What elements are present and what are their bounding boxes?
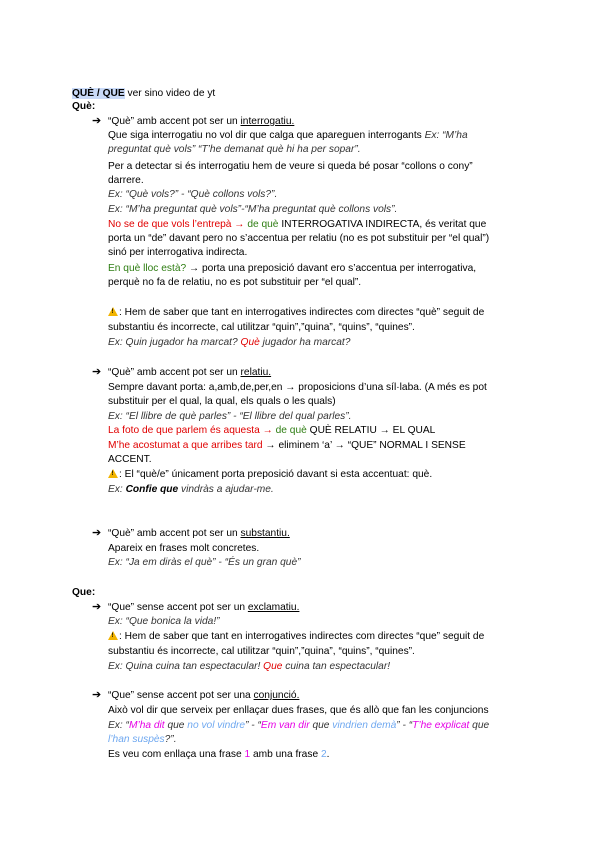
warning-icon — [108, 307, 118, 316]
b2-lead: “Què” amb accent pot ser un relatiu. — [108, 367, 272, 378]
b1-line4: Per a detectar si és interrogatiu hem de veure si queda bé posar “collons o cony” — [108, 161, 473, 172]
b4-kind: exclamatiu. — [247, 602, 300, 613]
b1-lead: “Què” amb accent pot ser un interrogatiu. — [108, 116, 295, 127]
b5-example: Ex: “M’ha dit que no vol vindre” - “Em van dir que vindrien demà” - “T’he explicat que — [108, 720, 490, 731]
warning-icon — [108, 469, 118, 478]
doc-title — [72, 87, 215, 100]
b4-lead: “Que” sense accent pot ser un exclamatiu. — [108, 602, 300, 613]
b2-line2: Sempre davant porta: a,amb,de,per,en → proposicions d’una síl·laba. (A més es pot — [108, 382, 487, 393]
b2-line3: substituir per el qual, la qual, els quals o les quals) — [108, 396, 336, 407]
b3-line2: Apareix en frases molt concretes. — [108, 543, 260, 554]
b2-line7: ACCENT. — [108, 454, 152, 465]
right-arrow-icon: ➔ — [92, 366, 102, 378]
b1-line12: perquè no fa de relatiu, no es pot substituir per “el qual”. — [108, 277, 362, 288]
section-que-accent: Què: — [72, 101, 96, 112]
b2-warning: !: El “què/e” únicament porta preposició davant si esta accentuat: què. — [108, 468, 432, 481]
right-arrow-icon: ➔ — [92, 115, 102, 127]
b4-line2: Ex: “Que bonica la vida!” — [108, 616, 220, 627]
b1-line10: sinó per interrogativa indirecta. — [108, 247, 248, 258]
right-arrow-icon: ➔ — [92, 689, 102, 701]
title-highlight: QUÈ / QUE — [72, 88, 125, 99]
b1-line2: Que siga interrogatiu no vol dir que calga que apareguen interrogants Ex: “M’ha — [108, 130, 468, 141]
b4-warning: !: Hem de saber que tant en interrogatives indirectes com directes “que” seguit de — [108, 630, 484, 643]
warning-icon — [108, 631, 118, 640]
b1-line9: porta un “de” davant pero no s’accentua per relatiu (no es pot substituir per “el qual”) — [108, 233, 490, 244]
b1-warning-example: Ex: Quin jugador ha marcat? Què jugador ha marcat? — [108, 337, 351, 348]
b3-line3: Ex: “Ja em diràs el què” - “És un gran què” — [108, 557, 301, 568]
b2-line4: Ex: “El llibre de què parles” - “El llibre del qual parles”. — [108, 411, 352, 422]
b1-line6: Ex: “Què vols?” - “Què collons vols?”. — [108, 189, 278, 200]
b1-line5: darrere. — [108, 175, 144, 186]
b3-kind: substantiu. — [240, 528, 290, 539]
b1-line3: preguntat què vols” “T’he demanat què hi ha per sopar”. — [108, 144, 361, 155]
b1-warning: !: Hem de saber que tant en interrogatives indirectes com directes “què” seguit de — [108, 306, 484, 319]
b4-warning2: substantiu és incorrecte, cal utilitzar “quin”,”quina”, “quins”, “quines”. — [108, 646, 415, 657]
b1-warning2: substantiu és incorrecte, cal utilitzar “quin”,”quina”, “quins”, “quines”. — [108, 322, 415, 333]
b2-line5: La foto de que parlem és aquesta → de què QUÈ RELATIU → EL QUAL — [108, 425, 436, 436]
right-arrow-icon: ➔ — [92, 601, 102, 613]
b2-line6: M’he acostumat a que arribes tard → eliminem ‘a’ → “QUE” NORMAL I SENSE — [108, 440, 466, 451]
b4-warning-example: Ex: Quina cuina tan espectacular! Que cuina tan espectacular! — [108, 661, 391, 672]
section-que: Que: — [72, 587, 96, 598]
b2-kind: relatiu. — [240, 367, 272, 378]
b3-lead: “Què” amb accent pot ser un substantiu. — [108, 528, 290, 539]
title-note: ver sino video de yt — [124, 88, 216, 99]
b1-line7: Ex: “M’ha preguntat què vols”-“M’ha preguntat què collons vols”. — [108, 204, 398, 215]
b5-kind: conjunció. — [253, 690, 300, 701]
b5-lead: “Que” sense accent pot ser una conjunció. — [108, 690, 300, 701]
b5-line2: Això vol dir que serveix per enllaçar dues frases, que és allò que fan les conjuncions — [108, 705, 489, 716]
b5-line5: Es veu com enllaça una frase 1 amb una frase 2. — [108, 749, 330, 760]
b2-example: Ex: Confie que vindràs a ajudar-me. — [108, 484, 274, 495]
b5-example2: l’han suspès?”. — [108, 734, 177, 745]
b1-kind: interrogatiu. — [240, 116, 295, 127]
b1-line11: En què lloc està? → porta una preposició davant ero s’accentua per interrogativa, — [108, 263, 477, 274]
right-arrow-icon: ➔ — [92, 527, 102, 539]
b1-line8: No se de que vols l’entrepà → de què INTERROGATIVA INDIRECTA, és veritat que — [108, 219, 487, 230]
